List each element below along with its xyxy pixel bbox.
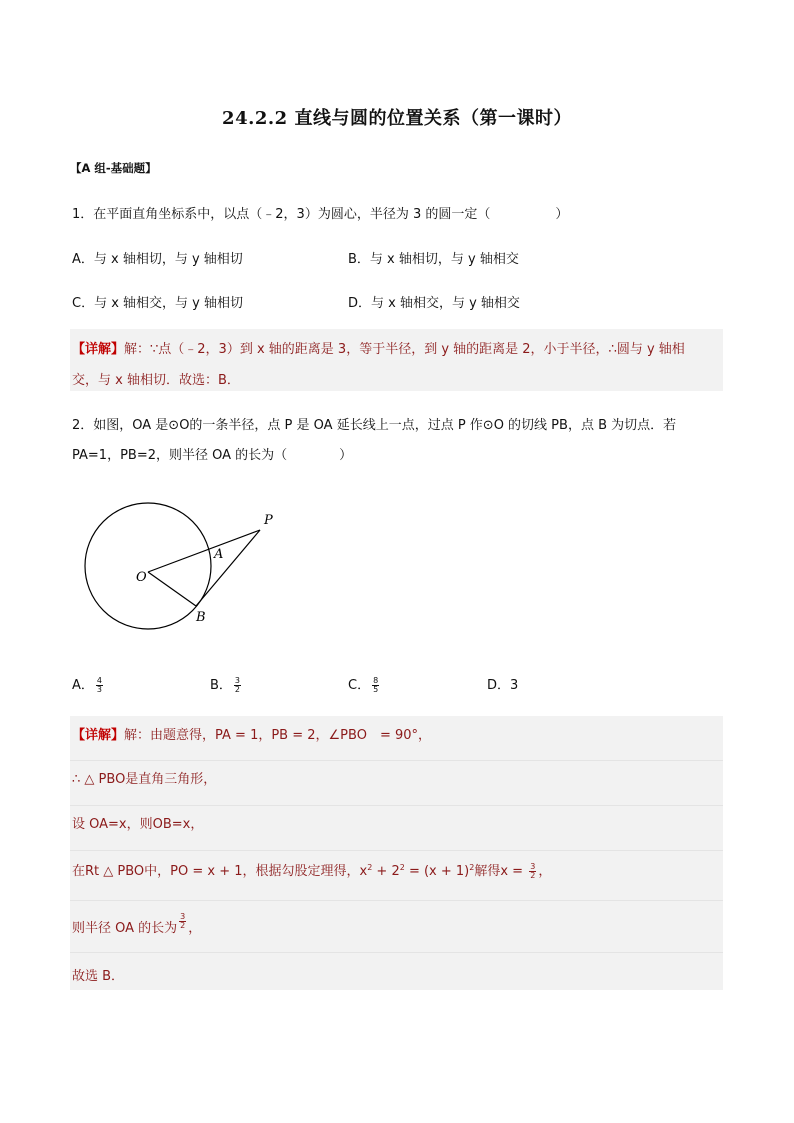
label-a: A bbox=[214, 547, 224, 562]
q1-option-d: D．与 x 轴相交，与 y 轴相交 bbox=[348, 296, 520, 311]
circle-tangent-figure bbox=[78, 500, 298, 635]
radius-ob bbox=[148, 572, 196, 606]
explanation-tag: 【详解】 bbox=[72, 342, 125, 357]
q1-explanation-line2: 交，与 x 轴相切．故选：B． bbox=[72, 373, 240, 388]
q2-option-a: A． $\frac{4}{3}$ bbox=[72, 676, 102, 694]
q2-explanation-line5: 则半径 OA 的长为 $\frac{3}{2}$ ， bbox=[72, 912, 202, 936]
label-b: B bbox=[196, 610, 206, 625]
page-title: 24.2.2 直线与圆的位置关系（第一课时） bbox=[222, 108, 572, 129]
q1-stem: 1．在平面直角坐标系中，以点（﹣2，3）为圆心，半径为 3 的圆一定（ ） bbox=[72, 207, 569, 222]
q1-option-a: A．与 x 轴相切，与 y 轴相切 bbox=[72, 252, 243, 267]
fraction: $\frac{3}{2}$ bbox=[530, 862, 536, 880]
divider bbox=[70, 760, 723, 761]
section-heading: 【A 组-基础题】 bbox=[70, 161, 157, 175]
fraction: $\frac{8}{5}$ bbox=[373, 676, 379, 694]
fraction: $\frac{3}{2}$ bbox=[180, 912, 186, 930]
q2-option-c: C． $\frac{8}{5}$ bbox=[348, 676, 379, 694]
fraction: $\frac{3}{2}$ bbox=[234, 676, 241, 694]
q2-explanation-line1 bbox=[72, 724, 431, 743]
q2-option-b: B． $\frac{3}{2}$ bbox=[210, 676, 241, 694]
q1-option-c: C．与 x 轴相交，与 y 轴相切 bbox=[72, 296, 243, 311]
q2-stem-line2: PA=1，PB=2，则半径 OA 的长为（ ） bbox=[72, 448, 353, 463]
q2-explanation-line2: ∴ △ PBO是直角三角形， bbox=[72, 772, 217, 787]
explanation-tag: 【详解】 bbox=[72, 728, 125, 743]
label-o: O bbox=[136, 570, 147, 585]
q1-explanation-text: 解：∵点（﹣2，3）到 x 轴的距离是 3，等于半径，到 y 轴的距离是 2，小于半径，∴圆与 y 轴相 bbox=[124, 342, 685, 357]
q2-explanation-line3: 设 OA=x，则OB=x， bbox=[72, 817, 204, 832]
q1-explanation-line1 bbox=[72, 338, 685, 357]
divider bbox=[70, 900, 723, 901]
q2-explanation-box bbox=[70, 716, 723, 990]
divider bbox=[70, 805, 723, 806]
circle-o bbox=[85, 503, 211, 629]
q1-option-b: B．与 x 轴相切，与 y 轴相交 bbox=[348, 252, 519, 267]
fraction: $\frac{4}{3}$ bbox=[96, 676, 102, 694]
divider bbox=[70, 952, 723, 953]
q2-explanation-text: 解：由题意得，PA = 1，PB = 2，∠PBO = 90°， bbox=[124, 728, 432, 743]
q2-stem-line1: 2．如图，OA 是⊙O的一条半径，点 P 是 OA 延长线上一点，过点 P 作⊙O 的切线 PB，点 B 为切点．若 bbox=[72, 418, 677, 433]
q2-explanation-line4: 在Rt △ PBO中，PO = x + 1，根据勾股定理得，$x^2 + 2^2 = (x + 1)^2$解得x = $\frac{3}{2}$ ， bbox=[72, 862, 552, 880]
q2-explanation-line6: 故选 B． bbox=[72, 969, 125, 984]
divider bbox=[70, 850, 723, 851]
q2-option-d: D．3 bbox=[487, 678, 519, 693]
label-p: P bbox=[264, 513, 273, 528]
